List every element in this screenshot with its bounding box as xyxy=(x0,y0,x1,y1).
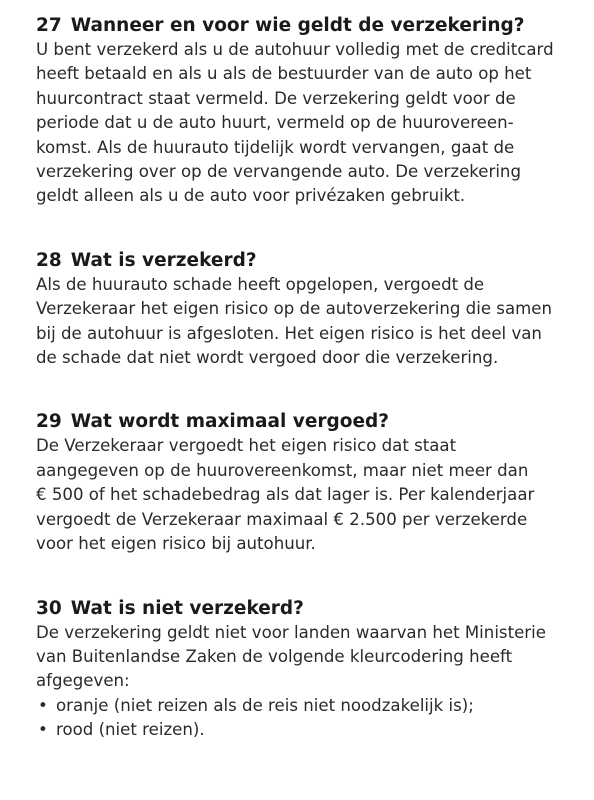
body-line: van Buitenlandse Zaken de volgende kleurcodering heeft xyxy=(36,646,513,666)
body-line: De verzekering geldt niet voor landen waarvan het Ministerie xyxy=(36,622,546,642)
bullet-item xyxy=(36,694,574,718)
bullet-dot: • xyxy=(38,720,48,740)
body-line: U bent verzekerd als u de autohuur volledig met de creditcard xyxy=(36,40,554,59)
section-number: 27 xyxy=(36,15,62,36)
body-line: vergoedt de Verzekeraar maximaal € 2.500 per verzekerde xyxy=(36,509,528,529)
section-28 xyxy=(36,249,574,371)
section-body xyxy=(36,434,574,556)
section-heading xyxy=(36,14,574,38)
bullet-item xyxy=(36,718,574,742)
section-27 xyxy=(36,14,574,209)
section-title: Wanneer en voor wie geldt de verzekering? xyxy=(70,15,525,36)
body-line: De Verzekeraar vergoedt het eigen risico dat staat xyxy=(36,436,457,456)
section-heading xyxy=(36,410,574,434)
body-line: Als de huurauto schade heeft opgelopen, vergoedt de xyxy=(36,274,485,294)
section-heading xyxy=(36,597,574,621)
bullet-list xyxy=(36,694,574,743)
body-line: heeft betaald en als u als de bestuurder van de auto op het xyxy=(36,64,532,84)
section-title: Wat is niet verzekerd? xyxy=(70,597,304,619)
section-number: 28 xyxy=(36,249,62,271)
section-body xyxy=(36,621,574,694)
section-title: Wat wordt maximaal vergoed? xyxy=(70,411,389,433)
body-line: verzekering over op de vervangende auto. De verzekering xyxy=(36,162,521,182)
body-line: geldt alleen als u de auto voor privézaken gebruikt. xyxy=(36,186,466,206)
body-line: Verzekeraar het eigen risico op de autoverzekering die samen xyxy=(36,299,553,319)
section-heading xyxy=(36,249,574,273)
section-number: 30 xyxy=(36,597,62,619)
section-body xyxy=(36,38,574,209)
body-line: afgegeven: xyxy=(36,671,130,691)
section-29 xyxy=(36,410,574,556)
section-30 xyxy=(36,597,574,743)
body-line: voor het eigen risico bij autohuur. xyxy=(36,534,316,554)
bullet-dot: • xyxy=(38,695,48,715)
section-title: Wat is verzekerd? xyxy=(70,249,257,271)
body-line: komst. Als de huurauto tijdelijk wordt vervangen, gaat de xyxy=(36,137,515,157)
section-number: 29 xyxy=(36,411,62,433)
body-line: bij de autohuur is afgesloten. Het eigen risico is het deel van xyxy=(36,323,542,343)
body-line: aangegeven op de huurovereenkomst, maar niet meer dan xyxy=(36,460,529,480)
section-body xyxy=(36,273,574,371)
body-line: periode dat u de auto huurt, vermeld op de huurovereen- xyxy=(36,113,514,133)
body-line: € 500 of het schadebedrag als dat lager is. Per kalenderjaar xyxy=(36,485,535,505)
bullet-text: rood (niet reizen). xyxy=(56,720,205,740)
bullet-text: oranje (niet reizen als de reis niet noodzakelijk is); xyxy=(56,695,474,715)
body-line: huurcontract staat vermeld. De verzekering geldt voor de xyxy=(36,88,516,108)
body-line: de schade dat niet wordt vergoed door die verzekering. xyxy=(36,348,499,368)
